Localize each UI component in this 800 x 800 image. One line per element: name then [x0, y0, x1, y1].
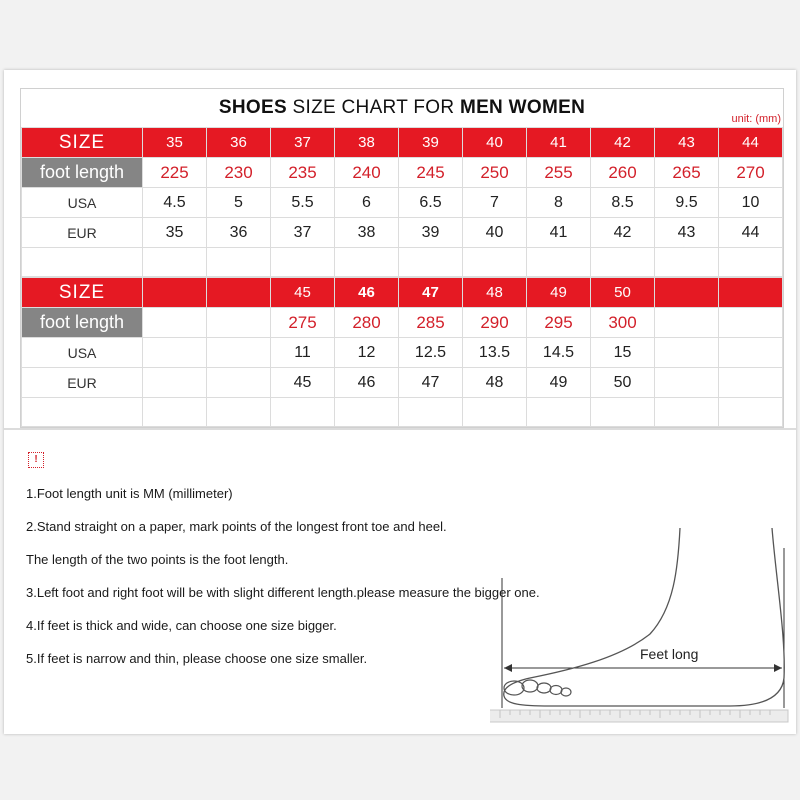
eur-label: EUR [22, 368, 143, 398]
foot-measure-illustration [490, 528, 790, 738]
usa-label: USA [22, 188, 143, 218]
eur-cell: 42 [591, 218, 655, 248]
size-cell: 47 [399, 278, 463, 308]
foot-length-cell: 270 [719, 158, 783, 188]
foot-length-cell: 285 [399, 308, 463, 338]
usa-cell: 10 [719, 188, 783, 218]
warning-icon: ! [28, 452, 44, 468]
blank-cell [463, 398, 527, 427]
size-label: SIZE [22, 278, 143, 308]
blank-cell [335, 248, 399, 277]
eur-row [22, 368, 783, 398]
size-table-2 [21, 277, 783, 427]
size-cell: 49 [527, 278, 591, 308]
note-item: 3.Left foot and right foot will be with slight different length.please measure the bigger one. [26, 585, 540, 600]
blank-cell [719, 248, 783, 277]
foot-length-row [22, 308, 783, 338]
foot-length-cell [655, 308, 719, 338]
size-cell: 37 [271, 128, 335, 158]
blank-cell [527, 248, 591, 277]
usa-cell: 6 [335, 188, 399, 218]
foot-length-cell: 235 [271, 158, 335, 188]
usa-cell: 15 [591, 338, 655, 368]
blank-cell [655, 248, 719, 277]
size-cell: 35 [143, 128, 207, 158]
eur-cell: 44 [719, 218, 783, 248]
size-cell: 48 [463, 278, 527, 308]
note-item: 5.If feet is narrow and thin, please choose one size smaller. [26, 651, 368, 666]
note-item: 4.If feet is thick and wide, can choose one size bigger. [26, 618, 337, 633]
foot-length-cell: 225 [143, 158, 207, 188]
foot-length-row [22, 158, 783, 188]
blank-cell [143, 248, 207, 277]
eur-cell: 39 [399, 218, 463, 248]
size-cell [655, 278, 719, 308]
foot-length-cell: 290 [463, 308, 527, 338]
size-cell: 41 [527, 128, 591, 158]
title-middle: SIZE CHART FOR [286, 97, 460, 118]
usa-cell: 7 [463, 188, 527, 218]
usa-cell: 8 [527, 188, 591, 218]
foot-length-cell: 275 [271, 308, 335, 338]
note-item: 1.Foot length unit is MM (millimeter) [26, 486, 233, 501]
blank-cell [207, 398, 271, 427]
chart-title [21, 97, 783, 119]
blank-row [22, 248, 783, 277]
foot-length-cell [143, 308, 207, 338]
blank-cell [527, 398, 591, 427]
size-label: SIZE [22, 128, 143, 158]
foot-length-cell: 295 [527, 308, 591, 338]
blank-cell [22, 398, 143, 427]
usa-cell: 11 [271, 338, 335, 368]
eur-cell: 49 [527, 368, 591, 398]
eur-cell: 41 [527, 218, 591, 248]
eur-cell: 45 [271, 368, 335, 398]
usa-row [22, 188, 783, 218]
note-item: The length of the two points is the foot length. [26, 552, 289, 567]
foot-outline-icon [490, 528, 790, 738]
title-bold-start: SHOES [218, 97, 287, 118]
size-cell: 42 [591, 128, 655, 158]
eur-cell: 46 [335, 368, 399, 398]
size-cell [207, 278, 271, 308]
measurement-notes [4, 428, 796, 734]
usa-cell [207, 338, 271, 368]
foot-length-cell: 280 [335, 308, 399, 338]
eur-cell [719, 368, 783, 398]
blank-cell [207, 248, 271, 277]
foot-length-cell: 250 [463, 158, 527, 188]
eur-row [22, 218, 783, 248]
size-cell: 44 [719, 128, 783, 158]
usa-cell: 8.5 [591, 188, 655, 218]
blank-cell [399, 398, 463, 427]
size-cell [143, 278, 207, 308]
usa-cell: 5.5 [271, 188, 335, 218]
usa-cell: 12 [335, 338, 399, 368]
usa-row [22, 338, 783, 368]
eur-cell: 36 [207, 218, 271, 248]
size-cell: 36 [207, 128, 271, 158]
eur-cell: 43 [655, 218, 719, 248]
size-row [22, 278, 783, 308]
blank-cell [143, 398, 207, 427]
foot-length-cell: 300 [591, 308, 655, 338]
size-cell: 45 [271, 278, 335, 308]
eur-cell [143, 368, 207, 398]
feet-long-label: Feet long [640, 646, 699, 662]
title-bold-end: MEN WOMEN [459, 97, 586, 118]
size-table-1 [21, 127, 783, 277]
eur-cell [207, 368, 271, 398]
size-row [22, 128, 783, 158]
blank-cell [655, 398, 719, 427]
foot-length-label: foot length [22, 308, 143, 338]
eur-cell: 50 [591, 368, 655, 398]
blank-cell [335, 398, 399, 427]
eur-cell: 35 [143, 218, 207, 248]
usa-cell: 5 [207, 188, 271, 218]
blank-cell [591, 248, 655, 277]
size-cell [719, 278, 783, 308]
eur-cell: 47 [399, 368, 463, 398]
eur-cell: 40 [463, 218, 527, 248]
unit-label: unit: (mm) [731, 113, 781, 125]
foot-length-label: foot length [22, 158, 143, 188]
eur-label: EUR [22, 218, 143, 248]
foot-length-cell: 265 [655, 158, 719, 188]
foot-length-cell [719, 308, 783, 338]
usa-cell: 12.5 [399, 338, 463, 368]
foot-length-cell: 240 [335, 158, 399, 188]
blank-cell [271, 398, 335, 427]
size-chart-sheet [4, 70, 796, 734]
size-chart [20, 88, 784, 428]
foot-length-cell [207, 308, 271, 338]
blank-cell [271, 248, 335, 277]
size-cell: 38 [335, 128, 399, 158]
size-cell: 40 [463, 128, 527, 158]
divider [4, 428, 796, 430]
blank-cell [399, 248, 463, 277]
eur-cell: 37 [271, 218, 335, 248]
eur-cell: 38 [335, 218, 399, 248]
foot-length-cell: 255 [527, 158, 591, 188]
size-cell: 39 [399, 128, 463, 158]
usa-cell [719, 338, 783, 368]
blank-cell [719, 398, 783, 427]
usa-cell: 6.5 [399, 188, 463, 218]
size-cell: 50 [591, 278, 655, 308]
usa-cell: 4.5 [143, 188, 207, 218]
foot-length-cell: 245 [399, 158, 463, 188]
blank-cell [22, 248, 143, 277]
blank-cell [591, 398, 655, 427]
usa-cell [655, 338, 719, 368]
usa-cell [143, 338, 207, 368]
usa-label: USA [22, 338, 143, 368]
eur-cell: 48 [463, 368, 527, 398]
note-item: 2.Stand straight on a paper, mark points of the longest front toe and heel. [26, 519, 447, 534]
eur-cell [655, 368, 719, 398]
foot-length-cell: 230 [207, 158, 271, 188]
blank-cell [463, 248, 527, 277]
usa-cell: 13.5 [463, 338, 527, 368]
size-cell: 43 [655, 128, 719, 158]
usa-cell: 9.5 [655, 188, 719, 218]
foot-length-cell: 260 [591, 158, 655, 188]
size-cell: 46 [335, 278, 399, 308]
blank-row [22, 398, 783, 427]
usa-cell: 14.5 [527, 338, 591, 368]
